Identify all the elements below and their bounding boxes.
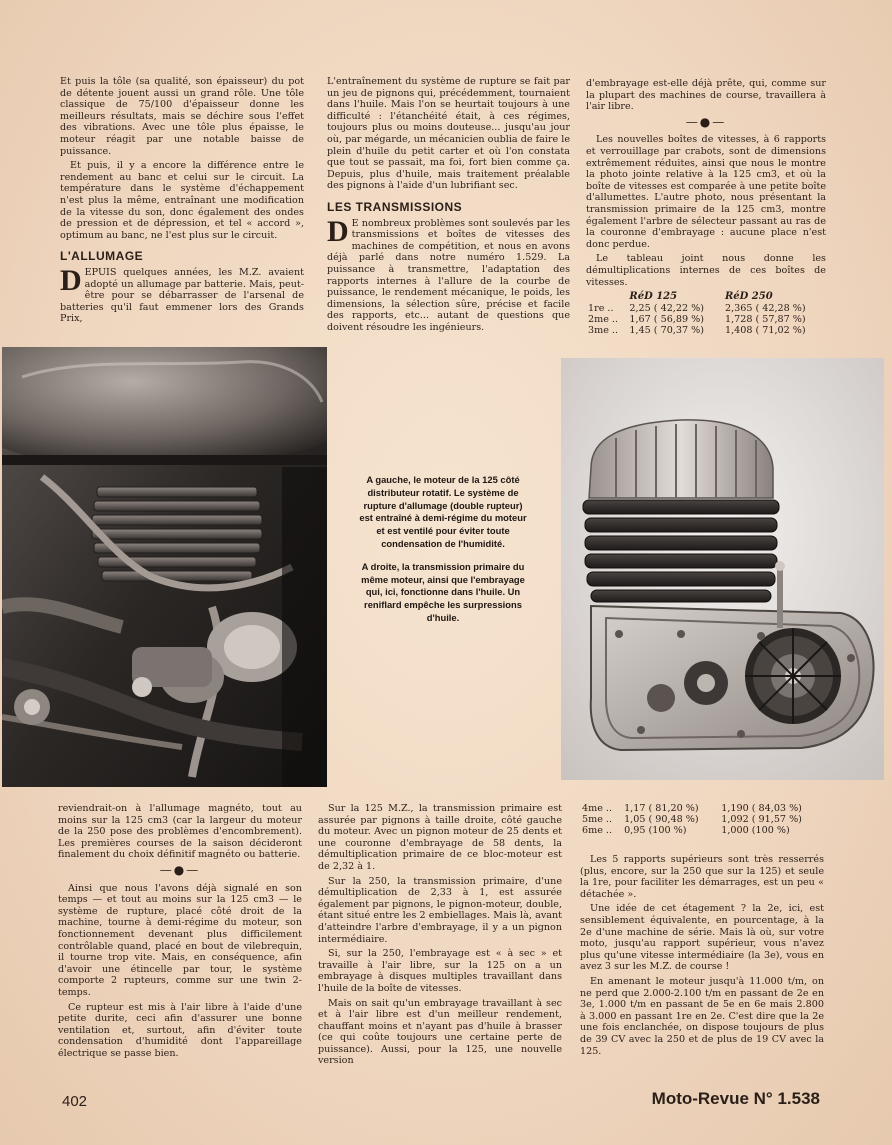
engine-right-illustration xyxy=(561,358,884,780)
column-2-bottom xyxy=(318,803,562,1070)
ornament: —●— xyxy=(159,862,201,877)
paragraph: Le tableau joint nous donne les démultiplications internes de ces boîtes de vitesses. xyxy=(586,253,826,288)
table-header: RéD 125 xyxy=(629,291,678,303)
table-row xyxy=(586,314,826,325)
ratio-cell: 1,05 ( 90,48 %) xyxy=(624,814,699,825)
engine-right-photo xyxy=(561,358,884,780)
paragraph-text: E nombreux problèmes sont soulevés par les transmissions et boîtes de vitesses des machines de compétition, et nous en avons déjà parlé dans notre numéro 1.529. La puissance à transmettre, l'adaptation des rapports internes à l'allure de la courbe de puissance, le rendement mécanique, le poids, les dimensions, la sélection sûre, précise et facile des rapports, etc... autant de questions que doivent résoudre les ingénieurs. xyxy=(327,217,570,333)
paragraph: Une idée de cet étagement ? la 2e, ici, est sensiblement équivalente, en pourcentage, à la 2e d'une machine de série. Mais là où, sur votre moto, jusqu'au rapport supérieur, vous n'avez plus qu'une vitesse intermédiaire (la 3e), vous en avez 3 sur les M.Z. de course ! xyxy=(580,903,824,973)
paragraph: Sur la 125 M.Z., la transmission primaire est assurée par pignons à taille droite, côté gauche du moteur. Avec un pignon moteur de 25 dents et une couronne d'embrayage de 58 dents, la démultiplication primaire de ce bloc-moteur est de 2,32 à 1. xyxy=(318,803,562,872)
table-header: RéD 250 xyxy=(724,291,773,303)
engine-left-photo xyxy=(2,347,327,787)
paragraph-dropcap xyxy=(327,214,570,334)
caption-right: A droite, la transmission primaire du même moteur, ainsi que l'embrayage qui, ici, fonctionne dans l'huile. Un reniflard empêche les surpressions d'huile. xyxy=(361,560,525,623)
paragraph: Et puis la tôle (sa qualité, son épaisseur) du pot de détente jouent aussi un grand rôle. Une tôle classique de 75/100 d'épaisseur donne les meilleurs résultats, mais se déchire sous l'effet des vibrations. Avec une tôle plus épaisse, le moteur réagit par une notable baisse de puissance. xyxy=(60,76,304,157)
ratio-cell: 1,67 ( 56,89 %) xyxy=(629,313,704,325)
paragraph: reviendrait-on à l'allumage magnéto, tout au moins sur la 125 cm3 (car la largeur du moteur de la 250 pose des problèmes d'encombrement). Les premières courses de la saison décideront finalement du choix définitif magnéto ou batterie. xyxy=(58,803,302,861)
column-1-top xyxy=(60,76,304,328)
dropcap: D xyxy=(60,263,82,297)
ratio-cell: 1,45 ( 70,37 %) xyxy=(629,324,704,336)
ratio-cell: 2,25 ( 42,22 %) xyxy=(629,302,704,314)
paragraph: L'entraînement du système de rupture se fait par un jeu de pignons qui, précédemment, tournaient dans l'huile. Mais l'on se heurtait toujours à une difficulté : l'étanchéité était, à ces régimes, toujours plus ou moins douteuse... jusqu'au jour où, par mégarde, un mécanicien oublia de faire le plein d'huile du petit carter et où l'on constata que tout se passait, ma foi, fort bien comme ça. Depuis, plus d'huile, mais traitement préalable des pignons à l'aide d'un lubrifiant sec. xyxy=(327,76,570,192)
ornament: —●— xyxy=(685,114,727,129)
gear-cell: 1re .. xyxy=(588,302,614,314)
paragraph: Mais on sait qu'un embrayage travaillant à sec et à l'air libre est d'un meilleur rendement, chauffant moins et n'ayant pas d'huile à brasser (ce qui coûte toujours une certaine perte de puissance). Aussi, pour la 125, une nouvelle version xyxy=(318,997,562,1067)
paragraph: En amenant le moteur jusqu'à 11.000 t/m, on ne perd que 2.000-2.100 t/m en passant de 2e en 3e, 1.000 t/m en passant de 5e en 6e mais 2.800 à 3.000 en passant 1re en 2e. C'est dire que la 2e une fois enclanchée, on dispose toujours de plus de 39 CV avec la 250 et de plus de 19 CV avec la 125. xyxy=(580,975,824,1057)
paragraph: Ainsi que nous l'avons déjà signalé en son temps — et tout au moins sur la 125 cm3 — le système de rupture, placé côté droit de la machine, tourne à demi-régime du moteur, son fonctionnement devenant plus difficilement contrôlable quand, placé en bout de vilebrequin, il tourne trop vite. Mais, en conséquence, afin d'avoir une étincelle par tour, le système comporte 2 rupteurs, comme sur une twin 2-temps. xyxy=(58,882,302,998)
magazine-issue: Moto-Revue N° 1.538 xyxy=(651,1089,820,1108)
section-heading-transmissions: LES TRANSMISSIONS xyxy=(327,199,463,214)
ratio-cell: 1,17 ( 81,20 %) xyxy=(624,803,699,814)
ratio-cell: 1,000 (100 %) xyxy=(721,825,790,836)
column-2-top xyxy=(327,76,570,336)
gear-cell: 5me .. xyxy=(582,814,613,825)
table-row xyxy=(580,825,824,836)
ratio-cell: 1,092 ( 91,57 %) xyxy=(721,814,802,825)
paragraph: Les nouvelles boîtes de vitesses, à 6 rapports et verrouillage par crabots, sont de dimensions extrêmement réduites, ainsi que nous le montre la photo jointe relative à la 125 cm3, et où la boîte de vitesses est comparée à une petite boîte d'allumettes. L'autre photo, nous présentant la transmission primaire de la 125 cm3, montre également l'arbre de sélecteur passant au ras de la couronne d'embrayage : aucune place n'est donc perdue. xyxy=(586,134,826,250)
paragraph-dropcap xyxy=(60,263,304,325)
paragraph: Et puis, il y a encore la différence entre le rendement au banc et celui sur le circuit. La température dans le système d'échappement n'est plus la même, entraînant une modification de la vitesse du son, donc également des ondes de pression et de dépression, et tel « accord », optimum au banc, ne l'est plus sur le circuit. xyxy=(60,160,304,241)
paragraph: Ce rupteur est mis à l'air libre à l'aide d'une petite durite, ceci afin d'assurer une bonne ventilation et, surtout, afin d'éviter toute condensation d'humidité dont l'appareillage électrique se passe bien. xyxy=(58,1001,302,1059)
gear-ratio-table-top xyxy=(586,291,826,336)
column-3-top xyxy=(586,78,826,336)
paragraph: Sur la 250, la transmission primaire, d'une démultiplication de 2,33 à 1, est assurée également par pignons, le pignon-moteur, double, étant situé entre les 2 embiellages. Mais là, avant d'atteindre l'arbre d'embrayage, il y a un pignon intermédiaire. xyxy=(318,875,562,945)
paragraph-text: EPUIS quelques années, les M.Z. avaient adopté un allumage par batterie. Mais, peut-être pour se débarrasser de l'arsenal de batteries qu'il faut emmener lors des Grands Prix, xyxy=(60,266,304,325)
table-row xyxy=(580,803,824,814)
page-number: 402 xyxy=(62,1093,88,1110)
gear-cell: 2me .. xyxy=(588,313,619,325)
paragraph: Si, sur la 250, l'embrayage est « à sec » et travaille à l'air libre, sur la 125 on a un embrayage à disques multiples travaillant dans l'huile de la boîte de vitesses. xyxy=(318,948,562,994)
gear-cell: 4me .. xyxy=(582,803,613,814)
column-1-bottom xyxy=(58,803,302,1062)
ratio-cell: 1,728 ( 57,87 %) xyxy=(724,313,806,325)
table-row xyxy=(580,814,824,825)
table-row xyxy=(586,325,826,336)
column-3-bottom xyxy=(580,803,824,1060)
section-heading-allumage: L'ALLUMAGE xyxy=(60,249,144,264)
engine-left-illustration xyxy=(2,347,327,787)
table-row xyxy=(586,303,826,314)
ratio-cell: 1,408 ( 71,02 %) xyxy=(724,324,806,336)
ratio-cell: 0,95 (100 %) xyxy=(624,825,687,836)
photo-caption xyxy=(358,474,528,635)
dropcap: D xyxy=(327,214,349,248)
ratio-cell: 2,365 ( 42,28 %) xyxy=(724,302,806,314)
gear-cell: 6me .. xyxy=(582,825,613,836)
paragraph: d'embrayage est-elle déjà prête, qui, comme sur la plupart des machines de course, travaillera à l'air libre. xyxy=(586,78,826,113)
ratio-cell: 1,190 ( 84,03 %) xyxy=(721,803,802,814)
caption-left: A gauche, le moteur de la 125 côté distributeur rotatif. Le système de rupture d'allumage (double rupteur) est entraîné à demi-régime du moteur et est ventilé pour éviter toute condensation de l'humidité. xyxy=(359,474,527,549)
gear-cell: 3me .. xyxy=(588,324,619,336)
paragraph: Les 5 rapports supérieurs sont très resserrés (plus, encore, sur la 250 que sur la 125) et seule la 1re, pour faciliter les démarrages, est un peu « détachée ». xyxy=(580,854,824,900)
gear-ratio-table-bottom xyxy=(580,803,824,836)
